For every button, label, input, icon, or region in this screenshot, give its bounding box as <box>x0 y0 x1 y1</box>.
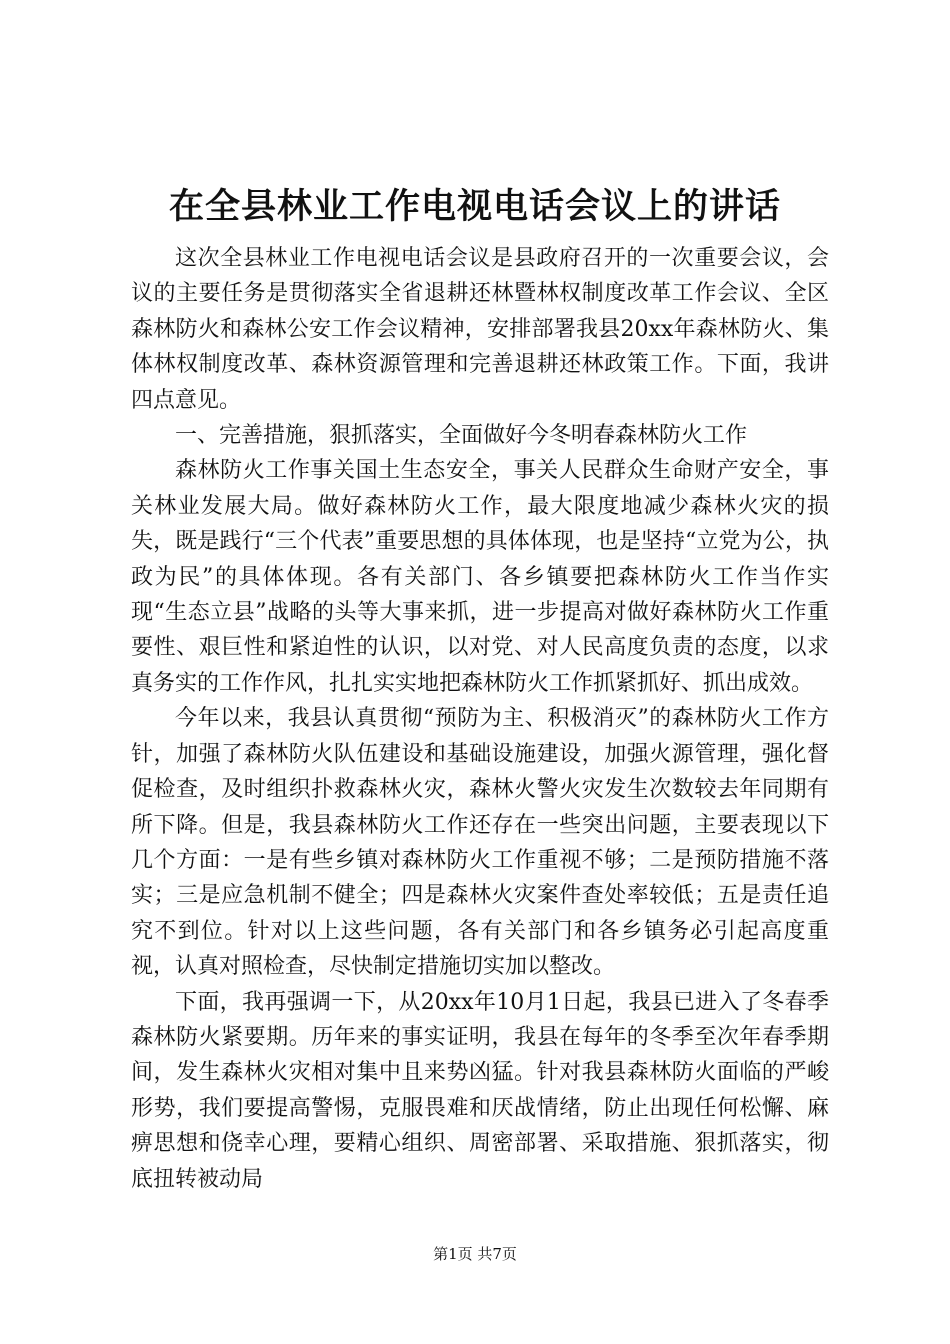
document-title: 在全县林业工作电视电话会议上的讲话 <box>168 186 781 227</box>
section-heading-1: 一、完善措施，狠抓落实，全面做好今冬明春森林防火工作 <box>175 423 748 449</box>
paragraph-intro: 这次全县林业工作电视电话会议是县政府召开的一次重要会议，会议的主要任务是贯彻落实全省退耕还林暨林权制度改革工作会议、全区森林防火和森林公安工作会议精神，安排部署我县20xx年森林防火、集体林权制度改革、森林资源管理和完善退耕还林政策工作。下面，我讲四点意见。 <box>131 246 829 413</box>
paragraph-current-status: 今年以来，我县认真贯彻“预防为主、积极消灭”的森林防火工作方针，加强了森林防火队伍建设和基础设施建设，加强火源管理，强化督促检查，及时组织扑救森林火灾，森林火警火灾发生次数较去年同期有所下降。但是，我县森林防火工作还存在一些突出问题，主要表现以下几个方面：一是有些乡镇对森林防火工作重视不够；二是预防措施不落实；三是应急机制不健全；四是森林火灾案件查处率较低；五是责任追究不到位。针对以上这些问题，各有关部门和各乡镇务必引起高度重视，认真对照检查，尽快制定措施切实加以整改。 <box>131 706 829 980</box>
paragraph-fire-prevention: 森林防火工作事关国土生态安全，事关人民群众生命财产安全，事关林业发展大局。做好森林防火工作，最大限度地减少森林火灾的损失，既是践行“三个代表”重要思想的具体体现，也是坚持“立党为公，执政为民”的具体体现。各有关部门、各乡镇要把森林防火工作当作实现“生态立县”战略的头等大事来抓，进一步提高对做好森林防火工作重要性、艰巨性和紧迫性的认识，以对党、对人民高度负责的态度，以求真务实的工作作风，扎扎实实地把森林防火工作抓紧抓好、抓出成效。 <box>131 458 829 696</box>
paragraph-key-period: 下面，我再强调一下，从20xx年10月1日起，我县已进入了冬春季森林防火紧要期。历年来的事实证明，我县在每年的冬季至次年春季期间，发生森林火灾相对集中且来势凶猛。针对我县森林防火面临的严峻形势，我们要提高警惕，克服畏难和厌战情绪，防止出现任何松懈、麻痹思想和侥幸心理，要精心组织、周密部署、采取措施、狠抓落实，彻底扭转被动局 <box>131 989 829 1192</box>
document-body <box>131 241 829 1197</box>
page-footer: 第1页 共7页 <box>433 1245 517 1263</box>
